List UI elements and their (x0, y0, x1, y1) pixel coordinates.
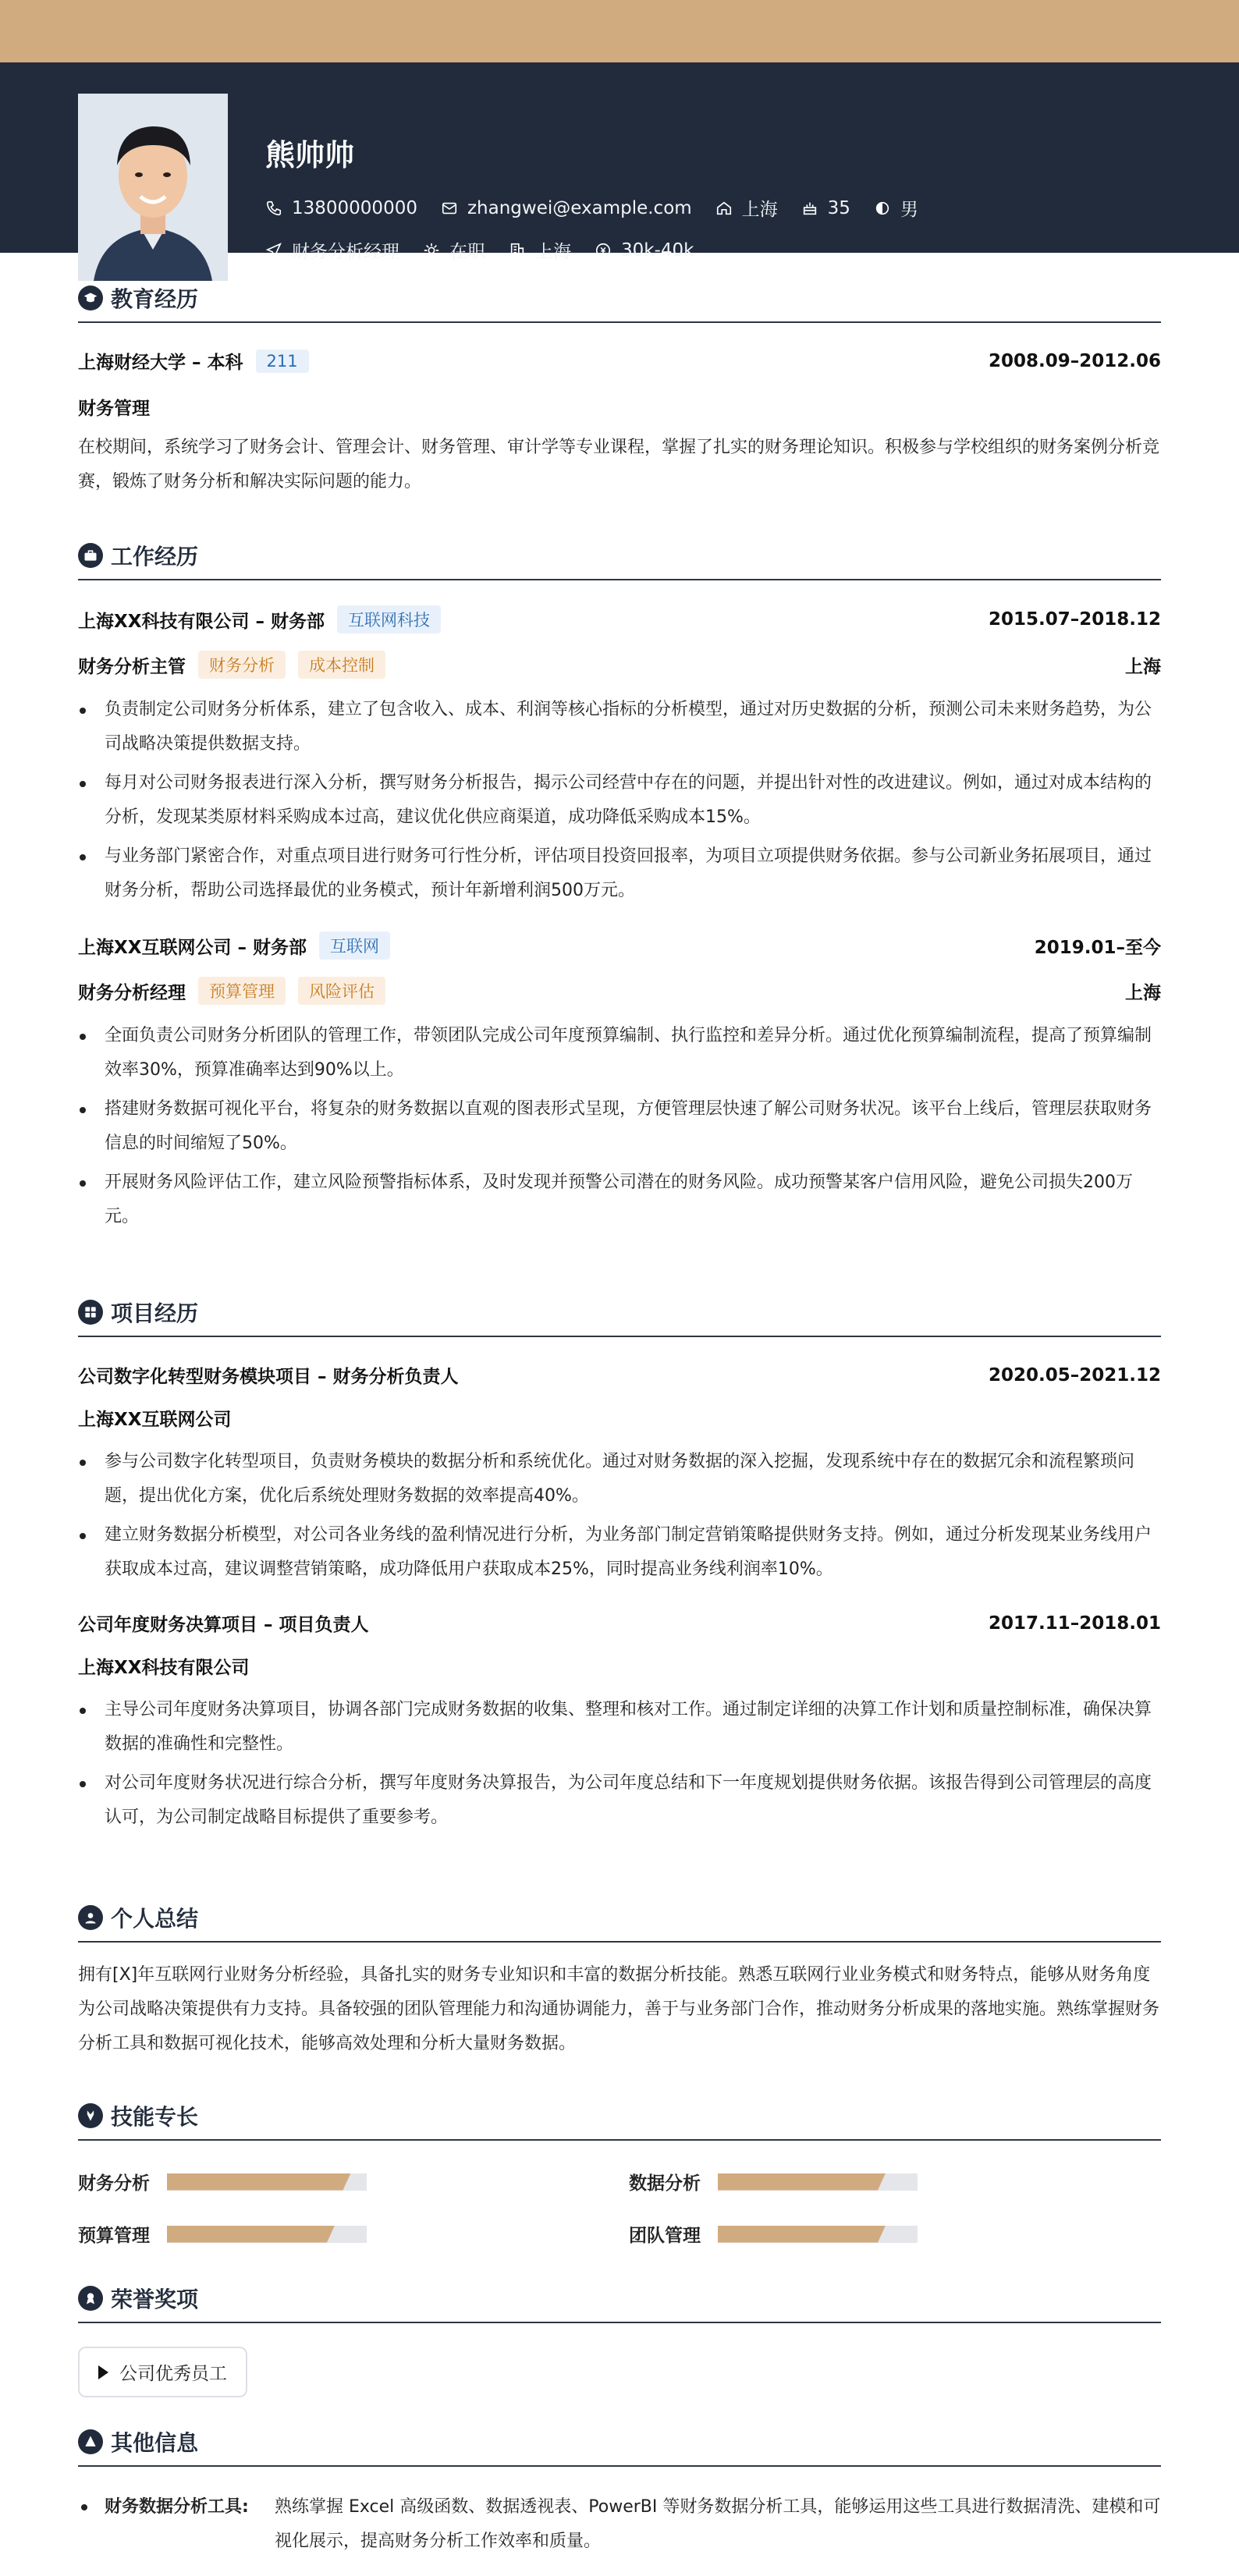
education-section (78, 281, 1161, 499)
project-company: 上海XX科技有限公司 (78, 1658, 250, 1678)
project-name: 公司数字化转型财务模块项目 – 财务分析负责人 (78, 1367, 459, 1387)
send-icon (265, 242, 282, 259)
skills-grid (78, 2169, 1161, 2247)
age-text: 35 (827, 197, 850, 218)
work-city-item (509, 237, 571, 263)
section-title: 工作经历 (111, 544, 199, 569)
candidate-name: 熊帅帅 (265, 138, 355, 172)
list-item: 全面负责公司财务分析团队的管理工作，带领团队完成公司年度预算编制、执行监控和差异分析。通过优化预算编制流程，提高了预算编制效率30%，预算准确率达到90%以上。 (78, 1019, 1161, 1088)
job-title: 财务分析经理 (78, 982, 186, 1003)
top-accent-bar (0, 0, 1239, 62)
skill-tag: 预算管理 (198, 977, 286, 1005)
work-city-text: 上海 (535, 242, 571, 262)
list-item: 开展财务风险评估工作，建立风险预警指标体系，及时发现并预警公司潜在的财务风险。成功预警某客户信用风险，避免公司损失200万元。 (78, 1166, 1161, 1234)
work-entry (78, 931, 1161, 1234)
skill-fill (718, 2226, 886, 2243)
skill-name: 数据分析 (629, 2173, 701, 2194)
cake-icon (801, 200, 818, 217)
salary-item (595, 240, 694, 261)
awards-section (78, 2281, 1161, 2397)
education-date: 2008.09–2012.06 (988, 350, 1161, 371)
skills-header (78, 2099, 1161, 2141)
project-entry (78, 1362, 1161, 1587)
skill-name: 财务分析 (78, 2173, 150, 2194)
skills-icon (78, 2103, 103, 2128)
education-header (78, 281, 1161, 323)
money-icon (595, 242, 612, 259)
avatar (78, 94, 228, 281)
skill-tag: 财务分析 (198, 651, 286, 679)
gender-text: 男 (900, 200, 918, 220)
salary-text: 30k-40k (621, 240, 694, 261)
list-item: 与业务部门紧密合作，对重点项目进行财务可行性分析，评估项目投资回报率，为项目立项提供财务依据。参与公司新业务拓展项目，通过财务分析，帮助公司选择最优的业务模式，预计年新增利润500万元。 (78, 839, 1161, 908)
other-section (78, 2425, 1161, 2559)
work-location: 上海 (1125, 982, 1161, 1003)
bullet (81, 2504, 87, 2510)
award-icon (78, 2286, 103, 2311)
other-item (78, 2490, 1161, 2559)
list-item: 负责制定公司财务分析体系，建立了包含收入、成本、利润等核心指标的分析模型，通过对历史数据的分析，预测公司未来财务趋势，为公司战略决策提供数据支持。 (78, 693, 1161, 761)
skill-fill (718, 2173, 886, 2191)
status-item (423, 237, 485, 263)
graduation-cap-icon (78, 286, 103, 310)
skill-item (629, 2221, 1161, 2247)
other-header (78, 2425, 1161, 2467)
work-section (78, 538, 1161, 1239)
user-icon (78, 1905, 103, 1930)
job-title: 财务分析主管 (78, 656, 186, 677)
summary-header (78, 1900, 1161, 1943)
list-item: 主导公司年度财务决算项目，协调各部门完成财务数据的收集、整理和核对工作。通过制定详细的决算工作计划和质量控制标准，确保决算数据的准确性和完整性。 (78, 1693, 1161, 1762)
list-item: 参与公司数字化转型项目，负责财务模块的数据分析和系统优化。通过对财务数据的深入挖掘，发现系统中存在的数据冗余和流程繁琐问题，提出优化方案，优化后系统处理财务数据的效率提高40%。 (78, 1445, 1161, 1513)
summary-section (78, 1900, 1161, 2061)
list-item: 搭建财务数据可视化平台，将复杂的财务数据以直观的图表形式呈现，方便管理层快速了解公司财务状况。该平台上线后，管理层获取财务信息的时间缩短了50%。 (78, 1092, 1161, 1161)
skill-item (78, 2169, 629, 2195)
industry-tag: 互联网科技 (337, 605, 441, 633)
major: 财务管理 (78, 399, 150, 419)
building-icon (509, 242, 526, 259)
summary-text: 拥有[X]年互联网行业财务分析经验，具备扎实的财务专业知识和丰富的数据分析技能。熟悉互联网行业业务模式和财务特点，能够从财务角度为公司战略决策提供有力支持。具备较强的团队管理能力和沟通协调能力，善于与业务部门合作，推动财务分析成果的落地实施。熟练掌握财务分析工具和数据可视化技术，能够高效处理和分析大量财务数据。 (78, 1965, 1160, 2053)
skill-item (629, 2169, 1161, 2195)
skill-bar (167, 2173, 367, 2191)
phone-text: 13800000000 (292, 197, 417, 218)
other-label: 财务数据分析工具: (105, 2497, 249, 2517)
phone-icon (265, 200, 282, 217)
skill-name: 团队管理 (629, 2226, 701, 2246)
work-header (78, 538, 1161, 580)
skill-bar (167, 2226, 367, 2243)
company-name: 上海XX互联网公司 – 财务部 (78, 937, 307, 958)
job-row (265, 237, 717, 263)
awards-header (78, 2281, 1161, 2323)
list-item: 每月对公司财务报表进行深入分析，撰写财务分析报告，揭示公司经营中存在的问题，并提出针对性的改进建议。例如，通过对成本结构的分析，发现某类原材料采购成本过高，建议优化供应商渠道，成功降低采购成本15%。 (78, 766, 1161, 835)
work-date: 2019.01–至今 (1034, 937, 1161, 958)
work-date: 2015.07–2018.12 (988, 609, 1161, 630)
gender-item (874, 195, 918, 221)
skill-name: 预算管理 (78, 2226, 150, 2246)
list-item: 对公司年度财务状况进行综合分析，撰写年度财务决算报告，为公司年度总结和下一年度规划提供财务依据。该报告得到公司管理层的高度认可，为公司制定战略目标提供了重要参考。 (78, 1766, 1161, 1835)
age-item (801, 198, 850, 218)
school-name-row (78, 348, 309, 374)
award-name: 公司优秀员工 (119, 2364, 227, 2384)
school-name: 上海财经大学 – 本科 (78, 353, 243, 373)
projects-header (78, 1295, 1161, 1337)
award-item (78, 2347, 247, 2397)
email-text: zhangwei@example.com (467, 197, 692, 218)
project-date: 2020.05–2021.12 (988, 1364, 1161, 1386)
section-title: 项目经历 (111, 1300, 199, 1326)
position-item (265, 237, 399, 263)
school-tag: 211 (256, 349, 309, 373)
skill-bar (718, 2173, 918, 2191)
home-icon (715, 200, 733, 217)
play-icon (98, 2365, 108, 2379)
work-location: 上海 (1125, 656, 1161, 677)
skills-section (78, 2099, 1161, 2247)
skill-fill (167, 2226, 335, 2243)
skill-tag: 成本控制 (298, 651, 385, 679)
city-item (715, 195, 778, 221)
briefcase-icon (78, 543, 103, 568)
project-date: 2017.11–2018.01 (988, 1613, 1161, 1634)
gear-icon (423, 242, 440, 259)
work-entry (78, 605, 1161, 908)
other-text: 熟练掌握 Excel 高级函数、数据透视表、PowerBI 等财务数据分析工具，能够运用这些工具进行数据清洗、建模和可视化展示，提高财务分析工作效率和质量。 (275, 2497, 1161, 2551)
section-title: 技能专长 (111, 2104, 199, 2130)
section-title: 个人总结 (111, 1906, 199, 1932)
skill-fill (167, 2173, 351, 2191)
skill-bar (718, 2226, 918, 2243)
resume-header (0, 62, 1239, 262)
section-title: 教育经历 (111, 286, 199, 312)
phone-item (265, 198, 417, 218)
info-icon (78, 2429, 103, 2454)
skill-item (78, 2221, 629, 2247)
status-text: 在职 (449, 242, 485, 262)
project-entry (78, 1610, 1161, 1835)
skill-tag: 风险评估 (298, 977, 385, 1005)
projects-section (78, 1295, 1161, 1840)
position-text: 财务分析经理 (292, 242, 399, 262)
project-company: 上海XX互联网公司 (78, 1410, 232, 1430)
list-item: 建立财务数据分析模型，对公司各业务线的盈利情况进行分析，为业务部门制定营销策略提供财务支持。例如，通过分析发现某业务线用户获取成本过高，建议调整营销策略，成功降低用户获取成本25%，同时提高业务线利润率10%。 (78, 1518, 1161, 1587)
city-text: 上海 (741, 200, 778, 220)
section-title: 其他信息 (111, 2430, 199, 2456)
education-desc: 在校期间，系统学习了财务会计、管理会计、财务管理、审计学等专业课程，掌握了扎实的财务理论知识。积极参与学校组织的财务案例分析竞赛，锻炼了财务分析和解决实际问题的能力。 (78, 438, 1160, 491)
section-title: 荣誉奖项 (111, 2287, 199, 2312)
gender-icon (874, 200, 891, 217)
project-name: 公司年度财务决算项目 – 项目负责人 (78, 1615, 369, 1635)
grid-icon (78, 1300, 103, 1325)
contact-row (265, 195, 942, 221)
email-item (441, 198, 692, 218)
company-name: 上海XX科技有限公司 – 财务部 (78, 611, 325, 632)
mail-icon (441, 200, 458, 217)
industry-tag: 互联网 (319, 931, 390, 960)
